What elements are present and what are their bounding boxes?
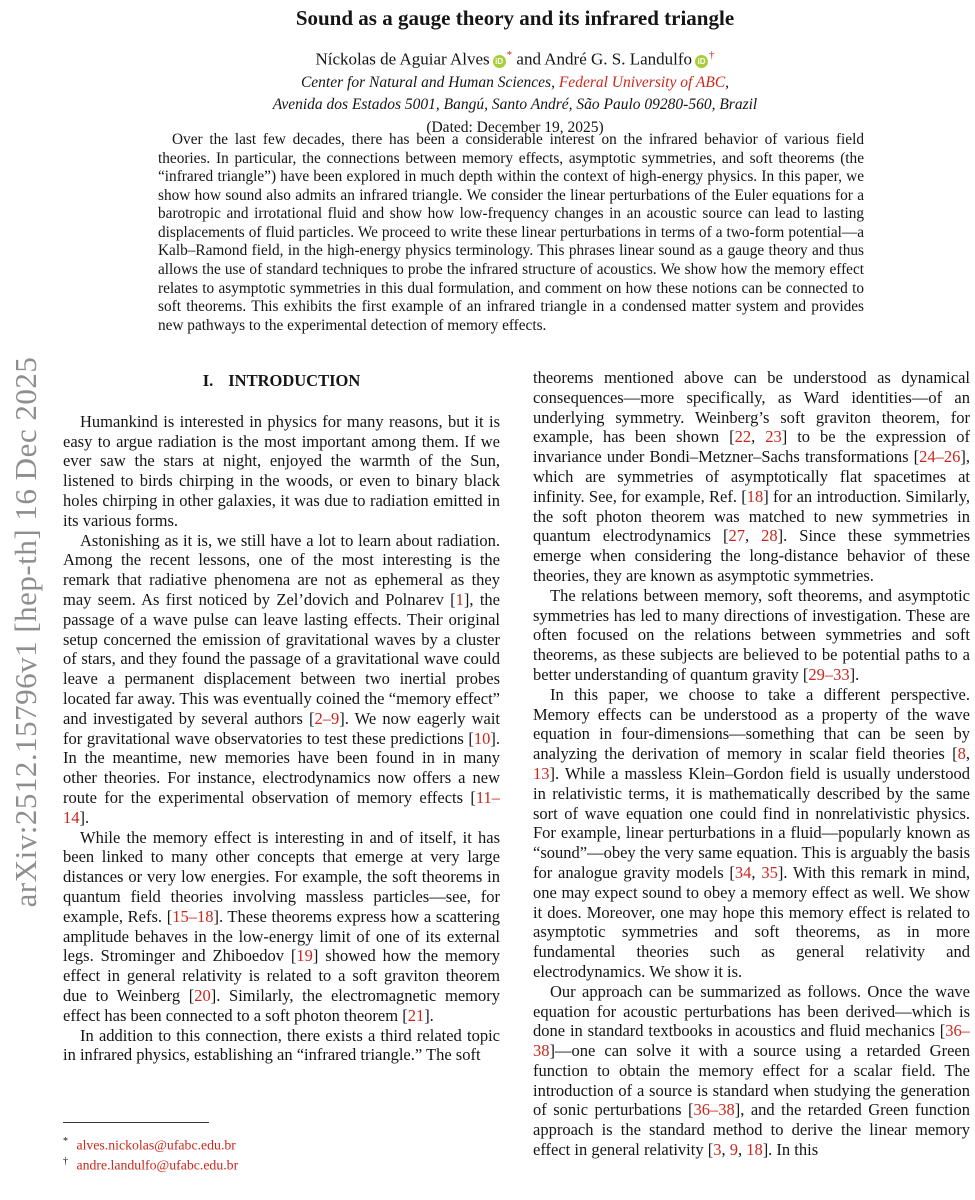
text-run: Avenida dos Estados 5001, Bangú, Santo André, São Paulo 09280-560, Brazil — [272, 96, 758, 114]
footnote-block — [63, 1122, 500, 1175]
citation-link[interactable]: 11–14 — [63, 787, 500, 827]
text-run: * — [63, 1136, 68, 1147]
citation-link[interactable]: 36–38 — [533, 1021, 970, 1061]
text-run: Center for Natural and Human Sciences, — [300, 73, 559, 91]
citation-link[interactable]: 28 — [761, 526, 778, 546]
text-run: ] for an introduction. Similarly, the soft photon theorem was matched to new symmetries in quantum electrodynamics [ — [533, 486, 970, 546]
email-link-author1[interactable]: alves.nickolas@ufabc.edu.br — [76, 1137, 236, 1153]
text-run: ]—one can solve it with a source using a retarded Green function to obtain the memory effect for a scalar field. The introduction of a source is standard when studying the generation of sonic perturbations [ — [533, 1041, 970, 1120]
paragraph — [533, 982, 970, 1160]
text-run: Astonishing as it is, we still have a lot to learn about radiation. Among the recent lessons, one of the most interesting is the remark that radiative phenomena are not as ephemeral as they may seem. As first noticed by Zel’dovich and Polnarev [ — [63, 530, 500, 609]
citation-link[interactable]: 21 — [407, 1005, 425, 1025]
citation-link[interactable]: 36–38 — [693, 1100, 735, 1120]
text-run: In addition to this connection, there exists a third related topic in infrared physics, establishing an “infrared triangle.” The soft — [63, 1025, 500, 1065]
affiliation-line-2 — [55, 95, 975, 114]
text-run: ]. — [424, 1005, 434, 1025]
text-run: theorems mentioned above can be understood as dynamical consequences—more specifically, as Ward identities—of an underlying symmetry. Weinberg’s soft graviton theorem, for example, has been shown [ — [533, 368, 970, 447]
citation-link[interactable]: 15–18 — [172, 906, 214, 926]
abstract-text: Over the last few decades, there has been a considerable interest on the infrared behavior of various field theories. In particular, the connections between memory effects, asymptotic symmetries, and soft theorems (the “infrared triangle”) have been explored in much depth within the context of high-energy physics. In this paper, we show how sound also admits an infrared triangle. We consider the linear perturbations of the Euler equations for a barotropic and irrotational fluid and show how low-frequency changes in an acoustic source can lead to lasting displacements of fluid particles. We proceed to write these linear perturbations in terms of a two-form potential—a Kalb–Ramond field, in the high-energy physics terminology. This phrases linear sound as a gauge theory and thus allows the use of standard techniques to probe the infrared structure of acoustics. We show how the memory effect relates to asymptotic symmetries in this dual formulation, and comment on how these notions can be connected to soft theorems. This exhibits the first example of an infrared triangle in a condensed matter system and provides new pathways to the experimental detection of memory effects. — [158, 131, 864, 334]
paper-header — [55, 0, 975, 137]
text-run: While the memory effect is interesting in and of itself, it has been linked to many other concepts that emerge at very large distances or very low energies. For example, the soft theorems in quantum field theories involving massless particles—see, for example, Refs. [ — [63, 827, 500, 926]
arxiv-watermark: arXiv:2512.15796v1 [hep-th] 16 Dec 2025 — [8, 356, 43, 908]
citation-link[interactable]: 18 — [746, 1140, 763, 1160]
text-run: ]. In this — [762, 1140, 819, 1160]
text-run: , — [965, 744, 970, 764]
paragraph — [63, 1026, 500, 1066]
text-run: Our approach can be summarized as follows. Once the wave equation for acoustic perturbations has been derived—which is done in standard textbooks in acoustics and fluid mechanics [ — [533, 981, 970, 1041]
date-line: (Dated: December 19, 2025) — [426, 118, 604, 136]
text-run: , — [721, 1140, 730, 1160]
text-run: and — [512, 49, 545, 69]
section-title: INTRODUCTION — [228, 371, 361, 390]
citation-link[interactable]: 35 — [761, 862, 778, 882]
citation-link[interactable]: 8 — [957, 744, 966, 764]
text-run: ]. We now eagerly wait for gravitational wave observatories to test these predictions [ — [63, 708, 500, 748]
author1-footnote-mark[interactable]: * — [506, 49, 513, 62]
text-run: ]. These theorems express how a scattering amplitude behaves in the low-energy limit of one of its external legs. Strominger and Zhiboedov [ — [63, 906, 500, 966]
affiliation-line-1 — [55, 73, 975, 92]
citation-link[interactable]: 27 — [728, 526, 745, 546]
paragraph — [63, 412, 500, 531]
text-run: The relations between memory, soft theorems, and asymptotic symmetries has led to many directions of investigation. These are often focused on the relations between symmetries and soft theorems, as these subjects are believed to be potential paths to a better understanding of quantum gravity [ — [533, 585, 970, 684]
text-run: † — [63, 1155, 68, 1167]
citation-link[interactable]: 24–26 — [919, 447, 961, 467]
text-run: ]. While a massless Klein–Gordon field is usually understood in relativistic terms, it is mathematically described by the same sort of wave equation one could find in nonrelativistic physics. For example, linear perturbations in a fluid—popularly known as “sound”—obey the very same equation. This is arguably the basis for analogue gravity models [ — [533, 763, 970, 882]
citation-link[interactable]: 1 — [455, 589, 464, 609]
paper-title: Sound as a gauge theory and its infrared triangle — [295, 6, 735, 30]
citation-link[interactable]: 2–9 — [314, 708, 340, 728]
paragraph-continuation — [533, 368, 970, 586]
text-run: ]. With this remark in mind, one may expect sound to obey a memory effect as well. We show it does. Moreover, one may hope this memory effect is related to asymptotic symmetries and soft theorems, as in more fundamental theories such as general relativity and electrodynamics. We show it is. — [533, 862, 970, 981]
citation-link[interactable]: 23 — [765, 427, 782, 447]
email-link-author2[interactable]: andre.landulfo@ufabc.edu.br — [76, 1157, 239, 1173]
text-run: , — [751, 427, 766, 447]
footnote-author2-email — [63, 1155, 500, 1175]
text-run: In this paper, we choose to take a different perspective. Memory effects can be understood as a property of the wave equation in four-dimensions—something that can be seen by analyzing the derivation of memory in scalar field theories [ — [533, 684, 970, 764]
text-run: ], which are symmetries of asymptotically flat spacetimes at infinity. See, for example, Ref. [ — [533, 447, 970, 506]
text-run: , — [737, 1140, 747, 1160]
footnote-rule — [63, 1122, 209, 1123]
section-heading-introduction — [63, 371, 500, 391]
text-run: , — [725, 73, 730, 91]
citation-link[interactable]: 34 — [734, 862, 752, 882]
orcid-icon[interactable]: iD — [695, 55, 708, 68]
text-run: ]. — [849, 664, 860, 684]
affiliation-link[interactable]: Federal University of ABC — [558, 73, 726, 91]
author2-footnote-mark[interactable]: † — [709, 49, 715, 62]
citation-link[interactable]: 29–33 — [808, 664, 850, 684]
text-run: ], the passage of a wave pulse can leave lasting effects. Their original setup concerned the emission of gravitational waves by a cluster of stars, and they found the passage of a gravitational wave could leave a permanent displacement between two inertial probes located far away. This was eventually coined the “memory effect” and investigated by several authors [ — [63, 589, 500, 728]
paragraph — [533, 685, 970, 982]
text-run: , — [751, 862, 762, 882]
text-run: André G. S. Landulfo — [544, 49, 693, 69]
citation-link[interactable]: 9 — [729, 1140, 738, 1160]
text-run: Humankind is interested in physics for many reasons, but it is easy to argue radiation is the most important among them. If we ever saw the stars at night, enjoyed the warmth of the Sun, listened to birds chirping in the woods, or even to binary black holes chirping in other galaxies, it was due to radiation emitted in its various forms. — [63, 411, 500, 530]
paragraph — [63, 531, 500, 828]
left-column — [63, 368, 500, 1124]
right-column — [533, 368, 970, 1200]
text-run: Níckolas de Aguiar Alves — [315, 49, 490, 69]
citation-link[interactable]: 19 — [296, 946, 313, 966]
text-run: ]. — [79, 807, 90, 827]
footnote-author1-email — [63, 1135, 500, 1155]
text-run: , — [744, 526, 762, 546]
paragraph — [533, 586, 970, 685]
orcid-icon[interactable]: iD — [493, 55, 506, 68]
text-run: ] showed how the memory effect in general relativity is related to a soft graviton theorem due to Weinberg [ — [63, 946, 500, 1005]
section-number: I. — [202, 371, 214, 390]
author-line — [55, 49, 975, 70]
citation-link[interactable]: 18 — [746, 486, 764, 506]
text-run: ]. Similarly, the electromagnetic memory effect has been connected to a soft photon theorem [ — [63, 985, 500, 1025]
citation-link[interactable]: 22 — [734, 427, 752, 447]
text-run: ]. Since these symmetries emerge when considering the long-distance behavior of these theories, they are known as asymptotic symmetries. — [533, 526, 970, 585]
text-run: ] to be the expression of invariance under Bondi–Metzner–Sachs transformations [ — [533, 427, 970, 467]
citation-link[interactable]: 13 — [533, 763, 550, 783]
text-run: ]. In the meantime, new memories have been found in in many other theories. For instance, electrodynamics now offers a new route for the experimental observation of memory effects [ — [63, 728, 500, 807]
citation-link[interactable]: 20 — [194, 985, 211, 1005]
paragraph — [63, 828, 500, 1026]
citation-link[interactable]: 3 — [713, 1140, 722, 1160]
text-run: ], and the retarded Green function approach is the standard method to derive the linear memory effect in general relativity [ — [533, 1100, 970, 1160]
citation-link[interactable]: 10 — [473, 728, 491, 748]
